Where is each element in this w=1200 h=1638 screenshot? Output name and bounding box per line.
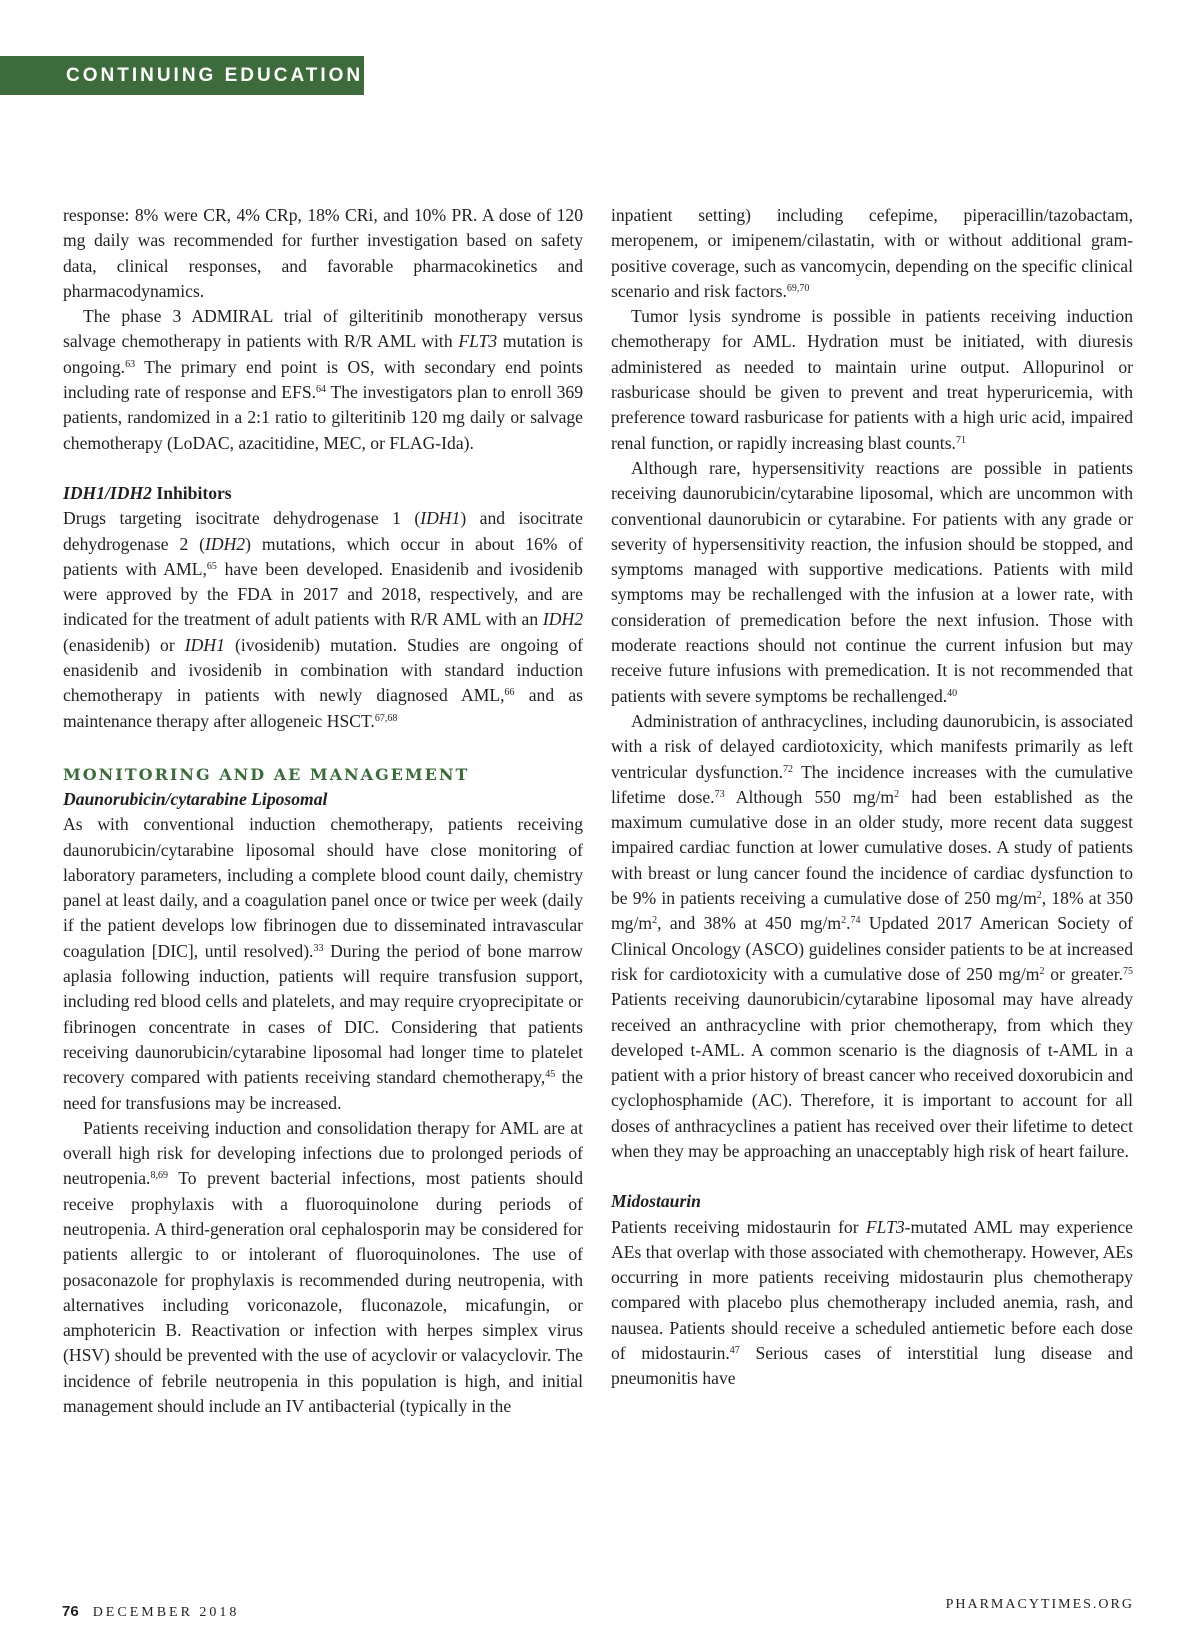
left-column — [63, 203, 583, 1419]
paragraph: Drugs targeting isocitrate dehydrogenase 1 (IDH1) and isocitrate dehydrogenase 2 (IDH2) mutations, which occur in about 16% of patients with AML,$^{65}$ have been developed. Enasidenib and ivosidenib were approved by the FDA in 2017 and 2018, respectively, and are indicated for the treatment of adult patients with R/R AML with an IDH2 (enasidenib) or IDH1 (ivosidenib) mutation. Studies are ongoing of enasidenib and ivosidenib in combination with standard induction chemotherapy in patients with newly diagnosed AML,$^{66}$ and as maintenance therapy after allogeneic HSCT.$^{67,68}$ — [63, 508, 583, 731]
footer-site: PHARMACYTIMES.ORG — [945, 1597, 1134, 1612]
section-banner — [0, 56, 364, 95]
banner-label: CONTINUING EDUCATION — [66, 64, 364, 86]
paragraph: Although rare, hypersensitivity reactions are possible in patients receiving daunorubicin/cytarabine liposomal, which are uncommon with conventional daunorubicin or cytarabine. For patients with any grade or severity of hypersensitivity reaction, the infusion should be stopped, and symptoms managed with supportive medications. Patients with mild symptoms may be rechallenged with the infusion at a lower rate, with consideration of premedication before the next infusion. Those with moderate reactions should not continue the current infusion but may receive future infusions with premedication. It is not recommended that patients with severe symptoms be rechallenged.$^{40}$ — [611, 457, 1133, 706]
paragraph: As with conventional induction chemotherapy, patients receiving daunorubicin/cytarabine liposomal should have close monitoring of laboratory parameters, including a complete blood count daily, chemistry panel at least daily, and a coagulation panel once or twice per week (daily if the patient develops low fibrinogen due to disseminated intravascular coagulation [DIC], until resolved).$^{33}$ During the period of bone marrow aplasia following induction, patients will require transfusion support, including red blood cells and platelets, and may require cryoprecipitate or fibrinogen concentrate in cases of DIC. Considering that patients receiving daunorubicin/cytarabine liposomal had longer time to platelet recovery compared with patients receiving standard chemotherapy,$^{45}$ the need for transfusions may be increased. — [63, 814, 583, 1113]
subheading-midostaurin: Midostaurin — [611, 1191, 701, 1212]
paragraph: The phase 3 ADMIRAL trial of gilteritinib monotherapy versus salvage chemotherapy in patients with R/R AML with FLT3 mutation is ongoing.$^{63}$ The primary end point is OS, with secondary end points including rate of response and EFS.$^{64}$ The investigators plan to enroll 369 patients, randomized in a 2:1 ratio to gilteritinib 120 mg daily or salvage chemotherapy (LoDAC, azacitidine, MEC, or FLAG-Ida). — [63, 306, 583, 453]
subheading-idh: IDH1/IDH2 Inhibitors — [63, 482, 232, 503]
issue-date: DECEMBER 2018 — [92, 1605, 240, 1620]
paragraph: Tumor lysis syndrome is possible in patients receiving induction chemotherapy for AML. Hydration must be initiated, with diuresis administered as needed to maintain urine output. Allopurinol or rasburicase should be given to prevent and treat hyperuricemia, with preference toward rasburicase for patients with a high uric acid, impaired renal function, or rapidly increasing blast counts.$^{71}$ — [611, 306, 1133, 453]
paragraph: Administration of anthracyclines, including daunorubicin, is associated with a risk of delayed cardiotoxicity, which manifests primarily as left ventricular dysfunction.$^{72}$ The incidence increases with the cumulative lifetime dose.$^{73}$ Although 550 $mg/m^2$ had been established as the maximum cumulative dose in an older study, more recent data suggest impaired cardiac function at lower cumulative doses. A study of patients with breast or lung cancer found the incidence of cardiac dysfunction to be 9% in patients receiving a cumulative dose of 250 $mg/m^2$, 18% at 350 $mg/m^2$, and 38% at 450 $mg/m^2.^{74}$ Updated 2017 American Society of Clinical Oncology (ASCO) guidelines consider patients to be at increased risk for cardiotoxicity with a cumulative dose of 250 $mg/m^2$ or greater.$^{75}$ Patients receiving daunorubicin/cytarabine liposomal may have already received an anthracycline with prior chemotherapy, from which they developed t-AML. A common scenario is the diagnosis of t-AML in a patient with a prior history of breast cancer who received doxorubicin and cyclophosphamide (AC). Therefore, it is important to account for all doses of anthracyclines a patient has received over their lifetime to detect when they may be approaching an unacceptably high risk of heart failure. — [611, 710, 1134, 1161]
footer-left — [62, 1603, 239, 1621]
section-heading: MONITORING AND AE MANAGEMENT — [63, 764, 470, 784]
page-number: 76 — [62, 1603, 79, 1620]
paragraph: inpatient setting) including cefepime, piperacillin/tazobactam, meropenem, or imipenem/cilastatin, with or without additional gram-positive coverage, such as vancomycin, depending on the specific clinical scenario and risk factors.$^{69,70}$ — [611, 205, 1133, 301]
right-column — [611, 203, 1133, 1392]
subheading-liposomal: Daunorubicin/cytarabine Liposomal — [63, 788, 328, 809]
paragraph: Patients receiving induction and consolidation therapy for AML are at overall high risk for developing infections due to prolonged periods of neutropenia.$^{8,69}$ To prevent bacterial infections, most patients should receive prophylaxis with a fluoroquinolone during periods of neutropenia. A third-generation oral cephalosporin may be considered for patients allergic to or intolerant of fluoroquinolones. The use of posaconazole for prophylaxis is recommended during neutropenia, with alternatives including voriconazole, fluconazole, micafungin, or amphotericin B. Reactivation or infection with herpes simplex virus (HSV) should be prevented with the use of acyclovir or valacyclovir. The incidence of febrile neutropenia in this population is high, and initial management should include an IV antibacterial (typically in the — [63, 1117, 583, 1417]
paragraph: Patients receiving midostaurin for FLT3-mutated AML may experience AEs that overlap with those associated with chemotherapy. However, AEs occurring in more patients receiving midostaurin plus chemotherapy compared with placebo plus chemotherapy included anemia, rash, and nausea. Patients should receive a scheduled antiemetic before each dose of midostaurin.$^{47}$ Serious cases of interstitial lung disease and pneumonitis have — [611, 1216, 1133, 1389]
paragraph: response: 8% were CR, 4% CRp, 18% CRi, and 10% PR. A dose of 120 mg daily was recommended for further investigation based on safety data, clinical responses, and favorable pharmacokinetics and pharmacodynamics. — [63, 205, 583, 301]
